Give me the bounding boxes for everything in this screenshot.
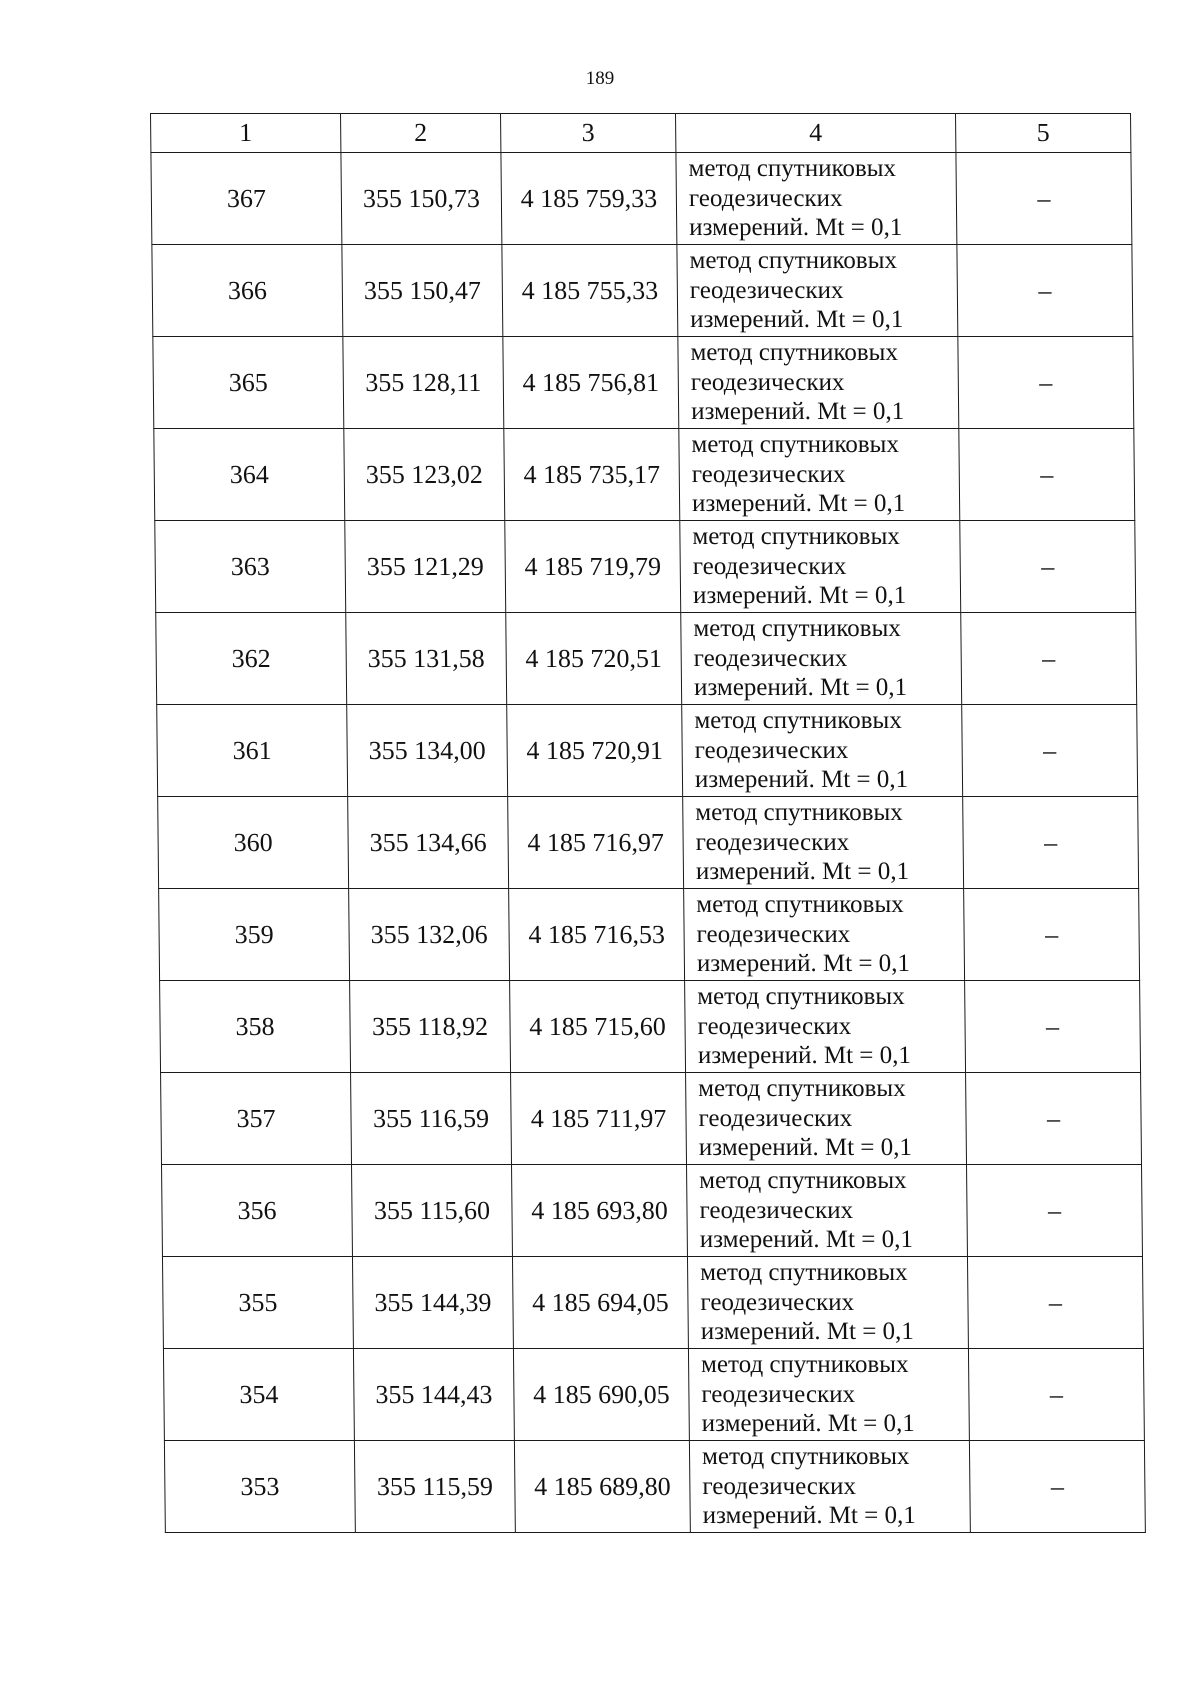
method-cell: метод спутниковых геодезических измерений. Mt = 0,1 xyxy=(679,429,960,521)
table-row xyxy=(154,429,1135,521)
note-cell: – xyxy=(957,245,1133,337)
table-row xyxy=(153,337,1134,429)
method-cell: метод спутниковых геодезических измерений. Mt = 0,1 xyxy=(685,981,966,1073)
x-coordinate-cell: 355 123,02 xyxy=(344,429,505,521)
y-coordinate-cell: 4 185 689,80 xyxy=(514,1441,690,1533)
method-cell: метод спутниковых геодезических измерений. Mt = 0,1 xyxy=(684,889,965,981)
x-coordinate-cell: 355 115,60 xyxy=(352,1165,513,1257)
method-cell: метод спутниковых геодезических измерений. Mt = 0,1 xyxy=(688,1349,969,1441)
table-row xyxy=(156,613,1137,705)
point-number-cell: 364 xyxy=(154,429,345,521)
x-coordinate-cell: 355 150,73 xyxy=(341,153,502,245)
note-cell: – xyxy=(967,1257,1143,1349)
table-row xyxy=(158,797,1139,889)
point-number-cell: 361 xyxy=(157,705,348,797)
point-number-cell: 358 xyxy=(160,981,351,1073)
table-row xyxy=(161,1073,1142,1165)
column-header: 5 xyxy=(956,114,1131,153)
point-number-cell: 356 xyxy=(162,1165,353,1257)
note-cell: – xyxy=(961,613,1137,705)
column-header: 2 xyxy=(341,114,501,153)
note-cell: – xyxy=(966,1073,1142,1165)
point-number-cell: 365 xyxy=(153,337,344,429)
point-number-cell: 355 xyxy=(162,1257,353,1349)
method-cell: метод спутниковых геодезических измерений. Mt = 0,1 xyxy=(678,337,959,429)
x-coordinate-cell: 355 131,58 xyxy=(346,613,507,705)
table-row xyxy=(163,1349,1144,1441)
x-coordinate-cell: 355 128,11 xyxy=(343,337,504,429)
table-row xyxy=(164,1441,1145,1533)
table-row xyxy=(160,981,1141,1073)
x-coordinate-cell: 355 144,39 xyxy=(352,1257,513,1349)
x-coordinate-cell: 355 150,47 xyxy=(342,245,503,337)
column-header: 4 xyxy=(676,114,956,153)
point-number-cell: 362 xyxy=(156,613,347,705)
x-coordinate-cell: 355 115,59 xyxy=(354,1441,515,1533)
method-cell: метод спутниковых геодезических измерений. Mt = 0,1 xyxy=(676,153,957,245)
table-row xyxy=(159,889,1140,981)
method-cell: метод спутниковых геодезических измерений. Mt = 0,1 xyxy=(683,797,964,889)
y-coordinate-cell: 4 185 711,97 xyxy=(511,1073,687,1165)
x-coordinate-cell: 355 118,92 xyxy=(350,981,511,1073)
y-coordinate-cell: 4 185 690,05 xyxy=(513,1349,689,1441)
table-header-row xyxy=(151,114,1131,153)
point-number-cell: 367 xyxy=(151,153,342,245)
coordinates-table xyxy=(150,113,1146,1533)
point-number-cell: 366 xyxy=(152,245,343,337)
method-cell: метод спутниковых геодезических измерений. Mt = 0,1 xyxy=(681,613,962,705)
table-row xyxy=(162,1257,1143,1349)
note-cell: – xyxy=(969,1441,1145,1533)
point-number-cell: 353 xyxy=(164,1441,355,1533)
method-cell: метод спутниковых геодезических измерений. Mt = 0,1 xyxy=(677,245,958,337)
y-coordinate-cell: 4 185 719,79 xyxy=(505,521,681,613)
note-cell: – xyxy=(965,981,1141,1073)
point-number-cell: 359 xyxy=(159,889,350,981)
x-coordinate-cell: 355 134,66 xyxy=(348,797,509,889)
y-coordinate-cell: 4 185 756,81 xyxy=(503,337,679,429)
table-row xyxy=(155,521,1136,613)
table-row xyxy=(162,1165,1143,1257)
y-coordinate-cell: 4 185 735,17 xyxy=(504,429,680,521)
y-coordinate-cell: 4 185 715,60 xyxy=(510,981,686,1073)
table-row xyxy=(151,153,1132,245)
x-coordinate-cell: 355 134,00 xyxy=(347,705,508,797)
method-cell: метод спутниковых геодезических измерений. Mt = 0,1 xyxy=(680,521,961,613)
y-coordinate-cell: 4 185 716,53 xyxy=(509,889,685,981)
x-coordinate-cell: 355 116,59 xyxy=(351,1073,512,1165)
y-coordinate-cell: 4 185 720,51 xyxy=(506,613,682,705)
page-number: 189 xyxy=(585,68,615,89)
note-cell: – xyxy=(962,705,1138,797)
point-number-cell: 363 xyxy=(155,521,346,613)
y-coordinate-cell: 4 185 694,05 xyxy=(512,1257,688,1349)
y-coordinate-cell: 4 185 693,80 xyxy=(512,1165,688,1257)
method-cell: метод спутниковых геодезических измерений. Mt = 0,1 xyxy=(686,1073,967,1165)
method-cell: метод спутниковых геодезических измерений. Mt = 0,1 xyxy=(689,1441,970,1533)
x-coordinate-cell: 355 144,43 xyxy=(353,1349,514,1441)
point-number-cell: 360 xyxy=(158,797,349,889)
note-cell: – xyxy=(967,1165,1143,1257)
x-coordinate-cell: 355 132,06 xyxy=(349,889,510,981)
note-cell: – xyxy=(968,1349,1144,1441)
method-cell: метод спутниковых геодезических измерений. Mt = 0,1 xyxy=(687,1165,968,1257)
method-cell: метод спутниковых геодезических измерений. Mt = 0,1 xyxy=(687,1257,968,1349)
note-cell: – xyxy=(958,337,1134,429)
note-cell: – xyxy=(959,429,1135,521)
note-cell: – xyxy=(963,797,1139,889)
x-coordinate-cell: 355 121,29 xyxy=(345,521,506,613)
method-cell: метод спутниковых геодезических измерений. Mt = 0,1 xyxy=(682,705,963,797)
table-row xyxy=(157,705,1138,797)
table-row xyxy=(152,245,1133,337)
column-header: 3 xyxy=(501,114,676,153)
y-coordinate-cell: 4 185 755,33 xyxy=(502,245,678,337)
y-coordinate-cell: 4 185 720,91 xyxy=(507,705,683,797)
y-coordinate-cell: 4 185 759,33 xyxy=(501,153,677,245)
note-cell: – xyxy=(956,153,1132,245)
note-cell: – xyxy=(964,889,1140,981)
note-cell: – xyxy=(960,521,1136,613)
column-header: 1 xyxy=(151,114,341,153)
point-number-cell: 354 xyxy=(163,1349,354,1441)
point-number-cell: 357 xyxy=(161,1073,352,1165)
y-coordinate-cell: 4 185 716,97 xyxy=(508,797,684,889)
